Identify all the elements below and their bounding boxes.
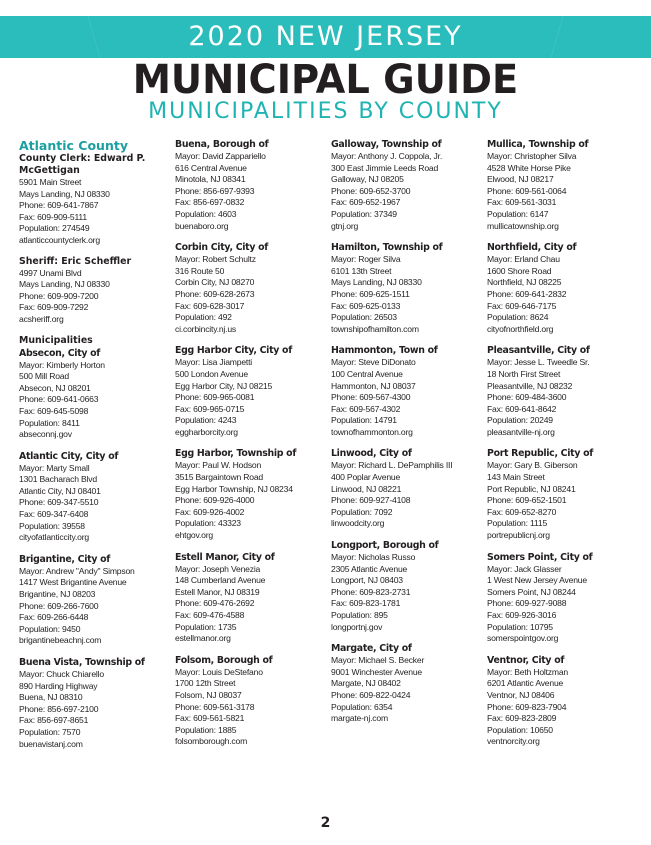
entry-line: Mays Landing, NJ 08330 bbox=[331, 277, 422, 288]
municipality-entry bbox=[331, 539, 483, 633]
entry-line: 500 London Avenue bbox=[175, 368, 248, 379]
entry-line: mullicatownship.org bbox=[487, 220, 559, 231]
entry-line: cityofatlanticcity.org bbox=[19, 532, 89, 543]
clerk-website: atlanticcountyclerk.org bbox=[19, 234, 100, 245]
entry-line: buenavistanj.com bbox=[19, 738, 83, 749]
entry-line: Population: 1735 bbox=[175, 621, 237, 632]
entry-line: Phone: 609-476-2692 bbox=[175, 598, 255, 609]
page-number: 2 bbox=[320, 815, 331, 831]
entry-line: 6101 13th Street bbox=[331, 265, 392, 276]
municipality-name: Egg Harbor, Township of bbox=[175, 448, 297, 460]
entry-line: Minotola, NJ 08341 bbox=[175, 174, 246, 185]
municipality-entry bbox=[175, 551, 327, 645]
municipality-entry bbox=[19, 450, 171, 544]
municipality-entry bbox=[331, 642, 483, 725]
entry-line: Mayor: Richard L. DePamphilis III bbox=[331, 460, 453, 471]
entry-line: 1 West New Jersey Avenue bbox=[487, 575, 587, 586]
entry-line: Buena, NJ 08310 bbox=[19, 692, 83, 703]
entry-line: Fax: 609-823-2809 bbox=[487, 713, 557, 724]
municipality-name: Somers Point, City of bbox=[487, 551, 593, 563]
municipality-entry bbox=[487, 138, 639, 232]
municipality-name: Buena, Borough of bbox=[175, 139, 269, 150]
entry-line: Fax: 609-823-1781 bbox=[331, 598, 401, 609]
entry-line: 3515 Bargaintown Road bbox=[175, 472, 264, 483]
clerk-line: Phone: 609-641-7867 bbox=[19, 200, 99, 211]
entry-line: Fax: 856-697-8651 bbox=[19, 715, 89, 726]
entry-line: Population: 43323 bbox=[175, 518, 241, 529]
sheriff-line: 4997 Unami Blvd bbox=[19, 267, 82, 278]
entry-line: Fax: 609-652-1967 bbox=[331, 197, 401, 208]
entry-line: Longport, NJ 08403 bbox=[331, 575, 403, 586]
entry-line: Phone: 609-628-2673 bbox=[175, 288, 255, 299]
entry-line: linwoodcity.org bbox=[331, 518, 385, 529]
entry-line: townshipofhamilton.com bbox=[331, 323, 419, 334]
entry-line: Phone: 609-927-9088 bbox=[487, 598, 567, 609]
municipality-name: Corbin City, City of bbox=[175, 242, 269, 254]
clerk-line: 5901 Main Street bbox=[19, 177, 82, 187]
entry-line: Population: 39558 bbox=[19, 520, 85, 531]
entry-line: Port Republic, NJ 08241 bbox=[487, 483, 576, 494]
municipality-entry bbox=[331, 447, 483, 530]
municipality-name: Brigantine, City of bbox=[19, 553, 111, 565]
municipality-entry bbox=[331, 138, 483, 232]
entry-line: eggharborcity.org bbox=[175, 426, 238, 437]
clerk-line: Fax: 609-909-5111 bbox=[19, 211, 87, 222]
entry-line: Phone: 609-561-0064 bbox=[487, 185, 567, 196]
entry-line: Phone: 856-697-2100 bbox=[19, 703, 99, 714]
entry-line: Phone: 609-347-5510 bbox=[19, 497, 99, 508]
entry-line: Fax: 609-561-5821 bbox=[175, 713, 245, 724]
entry-line: 9001 Winchester Avenue bbox=[331, 666, 422, 677]
municipalities-label: Municipalities bbox=[19, 334, 93, 346]
municipality-entry bbox=[331, 344, 483, 438]
municipality-name: Egg Harbor City, City of bbox=[175, 345, 292, 357]
municipality-entry bbox=[19, 347, 171, 441]
entry-line: Mayor: Steve DiDonato bbox=[331, 357, 416, 368]
column-1 bbox=[19, 138, 171, 759]
entry-line: Mayor: Louis DeStefano bbox=[175, 666, 263, 677]
entry-line: Population: 37349 bbox=[331, 208, 397, 219]
column-4 bbox=[487, 138, 639, 757]
entry-line: Mayor: Roger Silva bbox=[331, 254, 401, 265]
entry-line: Mayor: Jesse L. Tweedle Sr. bbox=[487, 357, 590, 368]
municipality-entry bbox=[487, 551, 639, 645]
municipality-entry bbox=[175, 654, 327, 748]
entry-line: Fax: 609-652-8270 bbox=[487, 506, 557, 517]
entry-line: Mayor: Lisa Jiampetti bbox=[175, 357, 252, 368]
entry-line: brigantinebeachnj.com bbox=[19, 635, 102, 646]
entry-line: Mayor: Beth Holtzman bbox=[487, 666, 569, 677]
entry-line: Phone: 609-823-7904 bbox=[487, 701, 567, 712]
entry-line: Phone: 609-266-7600 bbox=[19, 600, 99, 611]
entry-line: Population: 1885 bbox=[175, 724, 237, 735]
county-heading: Atlantic County bbox=[19, 138, 128, 153]
entry-line: abseconnj.gov bbox=[19, 429, 72, 440]
municipality-name: Atlantic City, City of bbox=[19, 450, 119, 462]
entry-line: Mayor: Anthony J. Coppola, Jr. bbox=[331, 151, 443, 161]
entry-line: Population: 8411 bbox=[19, 417, 80, 428]
municipality-entry bbox=[19, 656, 171, 750]
entry-line: townofhammonton.org bbox=[331, 426, 413, 437]
entry-line: ventnorcity.org bbox=[487, 736, 540, 747]
entry-line: Fax: 609-628-3017 bbox=[175, 300, 245, 311]
entry-line: Atlantic City, NJ 08401 bbox=[19, 485, 101, 496]
entry-line: Linwood, NJ 08221 bbox=[331, 483, 402, 494]
entry-line: Fax: 609-926-3016 bbox=[487, 610, 557, 620]
entry-line: Folsom, NJ 08037 bbox=[175, 689, 242, 700]
entry-line: Fax: 609-347-6408 bbox=[19, 509, 89, 520]
entry-line: Fax: 609-646-7175 bbox=[487, 300, 557, 311]
entry-line: Population: 4603 bbox=[175, 208, 237, 219]
municipality-name: Galloway, Township of bbox=[331, 139, 442, 150]
municipality-name: Estell Manor, City of bbox=[175, 551, 275, 563]
entry-line: Phone: 609-926-4000 bbox=[175, 495, 255, 506]
sheriff-block bbox=[19, 256, 171, 326]
entry-line: Mayor: Christopher Silva bbox=[487, 151, 577, 161]
municipality-entry bbox=[487, 447, 639, 541]
entry-line: Population: 20249 bbox=[487, 415, 553, 426]
entry-line: Mayor: Paul W. Hodson bbox=[175, 460, 262, 471]
entry-line: Population: 14791 bbox=[331, 415, 397, 426]
entry-line: Population: 9450 bbox=[19, 623, 81, 634]
municipality-entry bbox=[487, 654, 639, 748]
entry-line: Population: 895 bbox=[331, 610, 388, 620]
entry-line: Estell Manor, NJ 08319 bbox=[175, 586, 260, 597]
entry-line: Phone: 609-965-0081 bbox=[175, 392, 255, 403]
municipality-name: Folsom, Borough of bbox=[175, 654, 273, 666]
entry-line: Population: 4243 bbox=[175, 415, 237, 426]
municipality-name: Port Republic, City of bbox=[487, 448, 594, 460]
entry-line: 6201 Atlantic Avenue bbox=[487, 678, 564, 689]
entry-line: cityofnorthfield.org bbox=[487, 323, 554, 334]
entry-line: Population: 6354 bbox=[331, 701, 393, 712]
entry-line: Population: 10650 bbox=[487, 724, 553, 735]
entry-line: Elwood, NJ 08217 bbox=[487, 174, 554, 185]
entry-line: Phone: 609-652-1501 bbox=[487, 495, 567, 506]
entry-line: Egg Harbor Township, NJ 08234 bbox=[175, 483, 293, 494]
municipality-name: Hamilton, Township of bbox=[331, 242, 443, 254]
entry-line: Mayor: Marty Small bbox=[19, 462, 90, 473]
entry-line: Population: 7092 bbox=[331, 506, 393, 517]
municipality-name: Linwood, City of bbox=[331, 448, 412, 460]
page-title: MUNICIPAL GUIDE bbox=[132, 57, 519, 103]
entry-line: estellmanor.org bbox=[175, 633, 231, 644]
municipality-entry bbox=[331, 241, 483, 335]
clerk-line: Population: 274549 bbox=[19, 223, 90, 234]
municipality-name: Longport, Borough of bbox=[331, 540, 439, 552]
column-3 bbox=[331, 138, 483, 734]
entry-line: 148 Cumberland Avenue bbox=[175, 575, 266, 586]
entry-line: Corbin City, NJ 08270 bbox=[175, 277, 255, 288]
entry-line: Galloway, NJ 08205 bbox=[331, 174, 404, 185]
entry-line: Mayor: Gary B. Giberson bbox=[487, 460, 578, 471]
municipality-entry bbox=[487, 344, 639, 438]
entry-line: 616 Central Avenue bbox=[175, 162, 247, 173]
entry-line: buenaboro.org bbox=[175, 220, 229, 231]
municipality-name: Mullica, Township of bbox=[487, 139, 589, 150]
entry-line: 316 Route 50 bbox=[175, 265, 225, 276]
municipality-name: Northfield, City of bbox=[487, 242, 577, 254]
entry-line: ci.corbincity.nj.us bbox=[175, 323, 236, 334]
entry-line: Fax: 609-641-8642 bbox=[487, 403, 557, 414]
entry-line: Phone: 609-822-0424 bbox=[331, 689, 411, 700]
entry-line: Phone: 609-625-1511 bbox=[331, 288, 410, 299]
header-banner bbox=[0, 16, 651, 58]
entry-line: ehtgov.org bbox=[175, 530, 213, 541]
entry-line: Mayor: Chuck Chiarello bbox=[19, 669, 104, 679]
entry-line: Population: 492 bbox=[175, 312, 232, 323]
entry-line: Population: 6147 bbox=[487, 208, 549, 219]
entry-line: 300 East Jimmie Leeds Road bbox=[331, 162, 439, 173]
municipality-entry bbox=[175, 447, 327, 541]
sheriff-line: Phone: 609-909-7200 bbox=[19, 290, 99, 301]
municipality-name: Absecon, City of bbox=[19, 347, 101, 359]
entry-line: Brigantine, NJ 08203 bbox=[19, 589, 96, 600]
entry-line: 143 Main Street bbox=[487, 472, 545, 483]
entry-line: Population: 10795 bbox=[487, 621, 553, 632]
municipality-entry bbox=[487, 241, 639, 335]
county-clerk-name: County Clerk: Edward P. McGettigan bbox=[19, 153, 146, 176]
entry-line: Ventnor, NJ 08406 bbox=[487, 689, 555, 700]
entry-line: 890 Harding Highway bbox=[19, 680, 98, 691]
entry-line: Mayor: Nicholas Russo bbox=[331, 552, 416, 563]
entry-line: folsomborough.com bbox=[175, 736, 248, 747]
entry-line: Fax: 609-965-0715 bbox=[175, 403, 245, 414]
entry-line: 1700 12th Street bbox=[175, 678, 236, 689]
entry-line: Mayor: Robert Schultz bbox=[175, 254, 256, 265]
entry-line: Hammonton, NJ 08037 bbox=[331, 380, 416, 391]
entry-line: Fax: 609-266-6448 bbox=[19, 612, 89, 623]
entry-line: somerspointgov.org bbox=[487, 633, 559, 644]
entry-line: Phone: 609-567-4300 bbox=[331, 392, 411, 403]
entry-line: gtnj.org bbox=[331, 220, 359, 231]
entry-line: 1417 West Brigantine Avenue bbox=[19, 577, 127, 588]
entry-line: 18 North First Street bbox=[487, 368, 561, 379]
municipality-entry bbox=[175, 241, 327, 335]
entry-line: 500 Mill Road bbox=[19, 371, 69, 382]
municipality-entry bbox=[175, 344, 327, 438]
municipality-name: Buena Vista, Township of bbox=[19, 657, 145, 668]
entry-line: Population: 26503 bbox=[331, 312, 397, 323]
entry-line: longportnj.gov bbox=[331, 621, 383, 632]
entry-line: margate-nj.com bbox=[331, 713, 388, 724]
entry-line: Fax: 609-926-4002 bbox=[175, 506, 245, 517]
entry-line: Fax: 609-645-5098 bbox=[19, 405, 89, 416]
entry-line: 1600 Shore Road bbox=[487, 265, 552, 276]
municipality-entry bbox=[175, 138, 327, 232]
entry-line: Mayor: David Zappariello bbox=[175, 151, 266, 161]
page-subtitle: MUNICIPALITIES BY COUNTY bbox=[148, 99, 503, 124]
banner-title: 2020 NEW JERSEY bbox=[188, 21, 463, 52]
municipality-name: Hammonton, Town of bbox=[331, 345, 438, 357]
entry-line: Margate, NJ 08402 bbox=[331, 678, 401, 689]
entry-line: Somers Point, NJ 08244 bbox=[487, 586, 576, 597]
entry-line: Pleasantville, NJ 08232 bbox=[487, 380, 573, 391]
entry-line: Phone: 609-641-0663 bbox=[19, 394, 99, 405]
entry-line: 400 Poplar Avenue bbox=[331, 472, 401, 483]
entry-line: Phone: 609-561-3178 bbox=[175, 701, 255, 712]
entry-line: 100 Central Avenue bbox=[331, 368, 403, 379]
county-clerk-block bbox=[19, 153, 171, 247]
entry-line: Mayor: Kimberly Horton bbox=[19, 359, 105, 370]
clerk-line: Mays Landing, NJ 08330 bbox=[19, 188, 110, 199]
sheriff-line: Fax: 609-909-7292 bbox=[19, 302, 89, 313]
entry-line: Phone: 609-927-4108 bbox=[331, 495, 411, 506]
sheriff-website: acsheriff.org bbox=[19, 313, 64, 324]
municipality-name: Margate, City of bbox=[331, 643, 412, 655]
entry-line: Mayor: Joseph Venezia bbox=[175, 563, 261, 574]
sheriff-line: Mays Landing, NJ 08330 bbox=[19, 279, 110, 290]
entry-line: 4528 White Horse Pike bbox=[487, 162, 571, 173]
entry-line: Egg Harbor City, NJ 08215 bbox=[175, 380, 273, 391]
entry-line: 2305 Atlantic Avenue bbox=[331, 563, 408, 574]
entry-line: Absecon, NJ 08201 bbox=[19, 382, 91, 393]
entry-line: Phone: 856-697-9393 bbox=[175, 185, 255, 196]
sheriff-name: Sheriff: Eric Scheffler bbox=[19, 255, 132, 267]
municipality-entry bbox=[19, 553, 171, 647]
entry-line: Population: 1115 bbox=[487, 518, 548, 529]
municipality-name: Pleasantville, City of bbox=[487, 345, 590, 357]
entry-line: Fax: 609-567-4302 bbox=[331, 403, 401, 414]
entry-line: Phone: 609-484-3600 bbox=[487, 392, 567, 403]
entry-line: Mayor: Erland Chau bbox=[487, 254, 560, 265]
entry-line: 1301 Bacharach Blvd bbox=[19, 474, 97, 485]
column-2 bbox=[175, 138, 327, 757]
entry-line: Mayor: Jack Glasser bbox=[487, 563, 562, 574]
entry-line: Phone: 609-652-3700 bbox=[331, 185, 411, 196]
entry-line: portrepublicnj.org bbox=[487, 530, 550, 541]
entry-line: Population: 8624 bbox=[487, 312, 549, 323]
entry-line: Fax: 609-561-3031 bbox=[487, 197, 557, 208]
entry-line: Phone: 609-641-2832 bbox=[487, 288, 567, 299]
entry-line: Northfield, NJ 08225 bbox=[487, 277, 562, 288]
entry-line: Fax: 609-476-4588 bbox=[175, 610, 245, 620]
municipality-name: Ventnor, City of bbox=[487, 654, 565, 666]
entry-line: Phone: 609-823-2731 bbox=[331, 586, 411, 597]
entry-line: Population: 7570 bbox=[19, 726, 81, 737]
entry-line: Mayor: Andrew "Andy" Simpson bbox=[19, 565, 135, 576]
entry-line: Fax: 609-625-0133 bbox=[331, 300, 401, 311]
entry-line: Fax: 856-697-0832 bbox=[175, 197, 245, 208]
entry-line: pleasantville-nj.org bbox=[487, 426, 555, 437]
entry-line: Mayor: Michael S. Becker bbox=[331, 655, 425, 666]
